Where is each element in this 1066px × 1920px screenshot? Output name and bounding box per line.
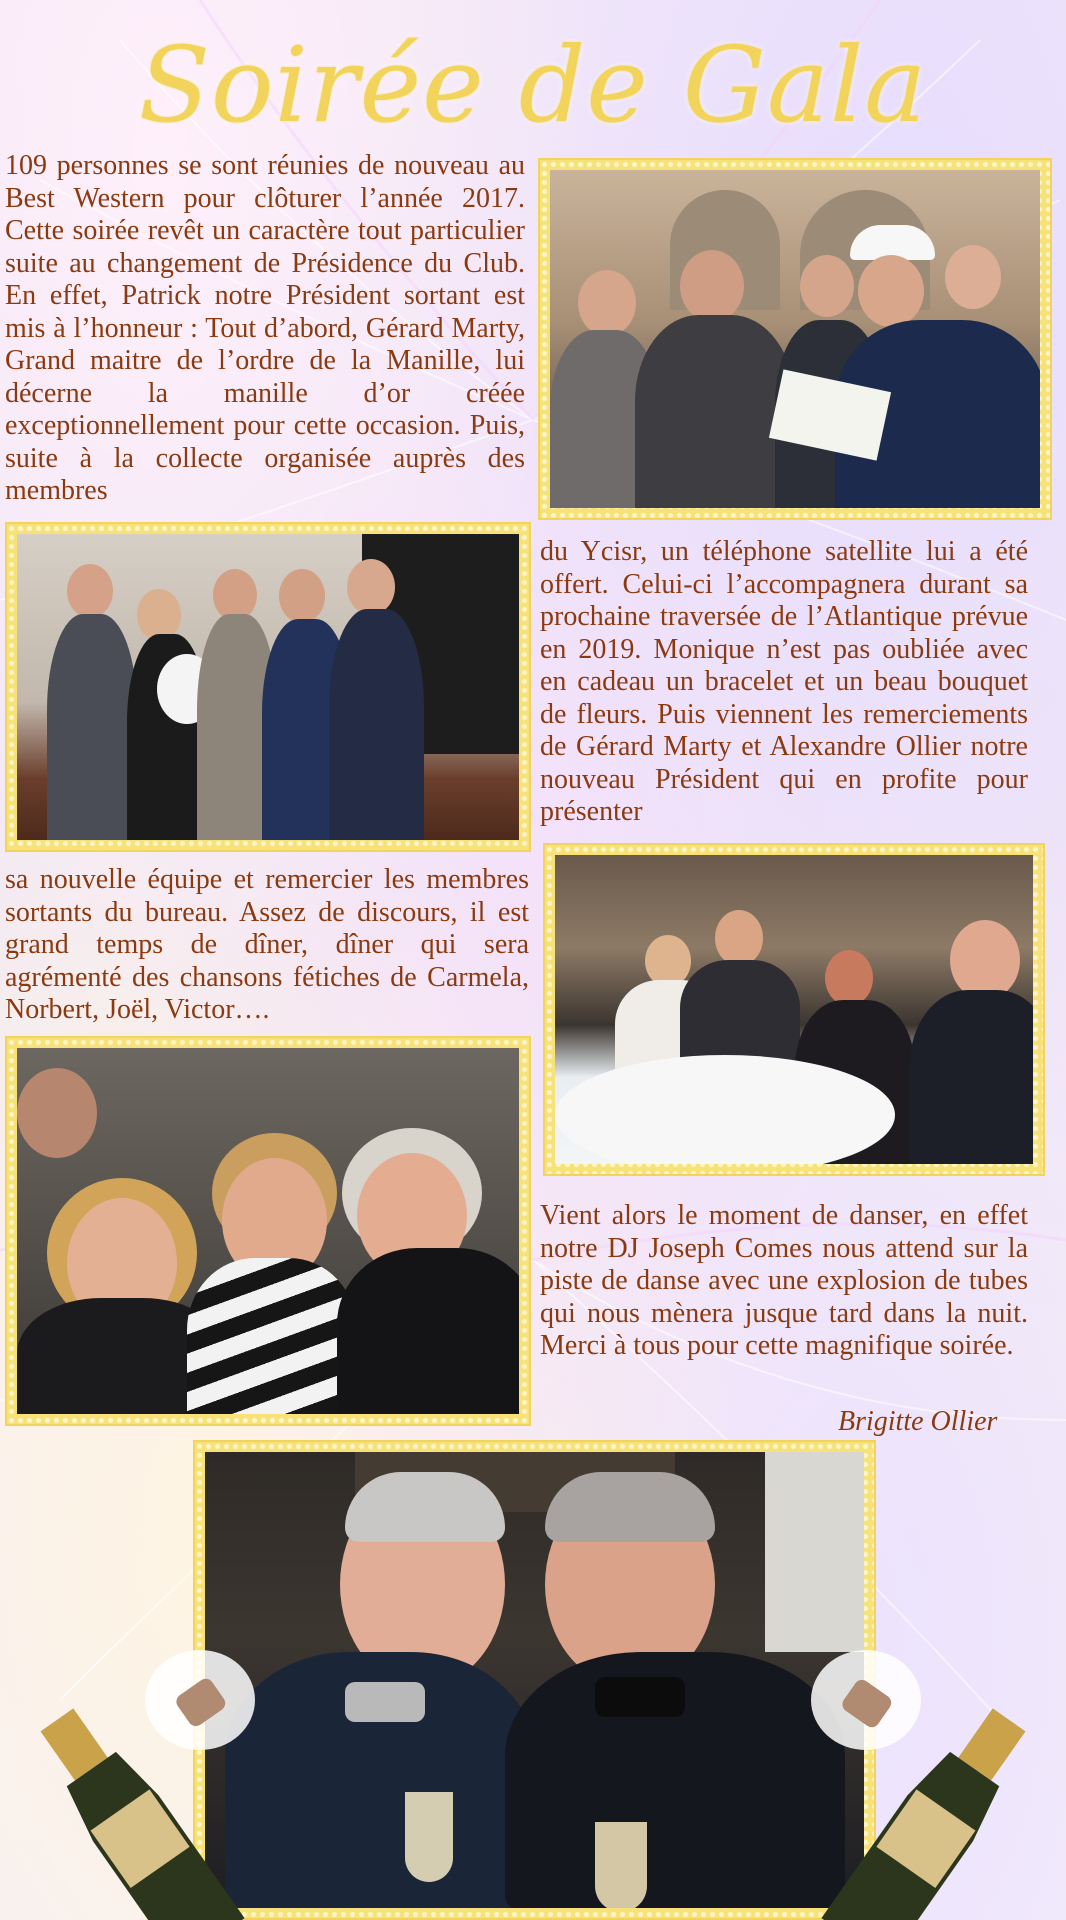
photo-dinner-table — [543, 843, 1045, 1176]
paragraph-dinner: sa nouvelle équipe et remercier les membres sortants du bureau. Assez de discours, il est grand temps de dîner, dîner qui sera agrémenté des chansons fétiches de Carmela, Norbert, Joël, Victor…. — [5, 864, 529, 1025]
page-title: Soirée de Gala — [138, 24, 928, 146]
photo-three-ladies — [5, 1036, 531, 1426]
photo-two-men-toast — [193, 1440, 876, 1920]
paragraph-dance: Vient alors le moment de danser, en effet notre DJ Joseph Comes nous attend sur la piste de danse avec une explosion de tubes qui nous mènera jusque tard dans la nuit. Merci à tous pour cette magnifique soirée. — [540, 1200, 1028, 1361]
champagne-bottle-right-icon — [806, 1640, 1066, 1920]
paragraph-intro: 109 personnes se sont réunies de nouveau au Best Western pour clôturer l’année 2017. Cette soirée revêt un caractère tout particulier suite au changement de Présidence du Club. En effet, Patrick notre Président sortant est mis à l’honneur : Tout d’abord, Gérard Marty, Grand maitre de l’ordre de la Manille, lui décerne la manille d’or créée exceptionnellement pour cette occasion. Puis, suite à la collecte organisée auprès des membres — [5, 150, 525, 506]
paragraph-gifts: du Ycisr, un téléphone satellite lui a été offert. Celui-ci l’accompagnera durant sa prochaine traversée de l’Atlantique prévue en 2019. Monique n’est pas oubliée avec en cadeau un bracelet et un beau bouquet de fleurs. Puis viennent les remerciements de Gérard Marty et Alexandre Ollier notre nouveau Président qui en profite pour présenter — [540, 536, 1028, 827]
photo-speech — [538, 158, 1052, 520]
photo-group-stage — [5, 522, 531, 852]
champagne-bottle-left-icon — [0, 1640, 260, 1920]
signature: Brigitte Ollier — [838, 1406, 998, 1437]
